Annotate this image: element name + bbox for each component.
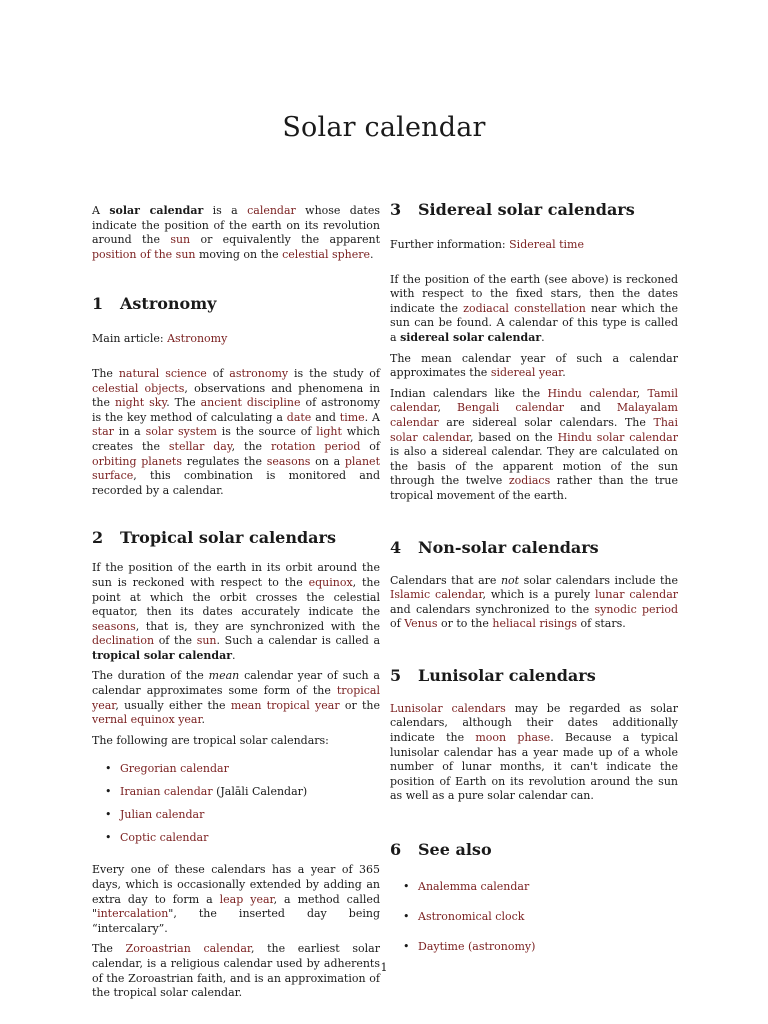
further-information-note: Further information: Sidereal time	[390, 238, 584, 251]
section-heading-tropical: 2 Tropical solar calendars	[92, 528, 336, 548]
link-solar-system[interactable]: solar system	[145, 425, 217, 439]
link-leap-year[interactable]: leap year	[219, 892, 274, 906]
list-item	[92, 808, 380, 822]
link-seasons-2[interactable]: seasons	[92, 619, 136, 633]
link-sun[interactable]: sun	[170, 233, 191, 247]
sidereal-paragraph-3: Indian calendars like the Hindu calendar, Tamil calendar, Bengali calendar and Malayalam calendar are sidereal solar calendars. The Thai solar calendar, based on the Hindu solar calendar is also a sidereal calendar. They are calculated on the basis of the apparent motion of the sun through the twelve zodiacs rather than the true tropical movement of the earth.	[390, 386, 678, 502]
link-date[interactable]: date	[286, 410, 312, 424]
link-sun-2[interactable]: sun	[196, 634, 217, 648]
link-coptic-calendar[interactable]: Coptic calendar	[120, 831, 209, 845]
tropical-paragraph-3: The following are tropical solar calendars:	[92, 733, 329, 747]
link-time[interactable]: time	[339, 410, 365, 424]
link-astronomy[interactable]: astronomy	[229, 366, 289, 380]
link-moon-phase[interactable]: moon phase	[475, 731, 551, 745]
link-islamic-calendar[interactable]: Islamic calendar	[390, 588, 483, 602]
link-mean-tropical-year[interactable]: mean tropical year	[230, 698, 340, 712]
link-malayalam-calendar[interactable]: Malayalam calendar	[390, 401, 678, 429]
link-equinox[interactable]: equinox	[308, 575, 353, 589]
astronomy-paragraph: The natural science of astronomy is the study of celestial objects, observations and phenomena in the night sky. The ancient discipline of astronomy is the key method of calculating a date and time. A star in a solar system is the source of light which creates the stellar day, the rotation period of orbiting planets regulates the seasons on a planet surface, this combination is monitored and recorded by a calendar.	[92, 366, 381, 497]
link-heliacal-risings[interactable]: heliacal risings	[492, 617, 578, 631]
link-analemma-calendar[interactable]: Analemma calendar	[418, 880, 530, 894]
list-item	[390, 940, 678, 954]
link-lunisolar-calendars[interactable]: Lunisolar calendars	[390, 701, 506, 715]
link-tropical-year[interactable]: tropical year	[92, 684, 380, 712]
link-zodiacal-constellation[interactable]: zodiacal constellation	[463, 301, 586, 315]
link-star[interactable]: star	[92, 425, 114, 439]
link-zoroastrian-calendar[interactable]: Zoroastrian calendar	[125, 942, 251, 956]
sidereal-paragraph-2: The mean calendar year of such a calendar approximates the sidereal year.	[390, 351, 678, 380]
intro-paragraph: A solar calendar is a calendar whose dates indicate the position of the earth on its revolution around the sun or equivalently the apparent position of the sun moving on the celestial sphere.	[92, 204, 380, 261]
link-position-of-the-sun[interactable]: position of the sun	[92, 247, 196, 261]
section-heading-sidereal: 3 Sidereal solar calendars	[390, 200, 635, 219]
main-article-note: Main article: Astronomy	[92, 332, 228, 346]
list-item	[390, 880, 678, 894]
section-heading-see-also: 6 See also	[390, 840, 492, 860]
tropical-paragraph-1: If the position of the earth in its orbit around the sun is reckoned with respect to the equinox, the point at which the orbit crosses the celestial equator, then its dates accurately indicate the seasons, that is, they are synchronized with the declination of the sun. Such a calendar is called a tropical solar calendar.	[92, 561, 380, 662]
link-tamil-calendar[interactable]: Tamil calendar	[390, 386, 678, 415]
link-venus[interactable]: Venus	[404, 617, 438, 631]
link-calendar[interactable]: calendar	[247, 204, 296, 217]
link-natural-science[interactable]: natural science	[118, 366, 207, 380]
link-iranian-calendar[interactable]: Iranian calendar	[120, 785, 213, 799]
link-stellar-day[interactable]: stellar day	[168, 439, 232, 453]
sidereal-paragraph-1: If the position of the earth (see above) is reckoned with respect to the fixed stars, then the dates indicate the zodiacal constellation near which the sun can be found. A calendar of this type is called a sidereal solar calendar.	[390, 272, 678, 344]
tropical-calendar-list	[92, 762, 380, 845]
link-daytime-astronomy[interactable]: Daytime (astronomy)	[418, 940, 536, 954]
link-celestial-objects[interactable]: celestial objects	[92, 381, 185, 395]
link-hindu-solar-calendar[interactable]: Hindu solar calendar	[557, 430, 678, 444]
link-ancient-discipline[interactable]: ancient discipline	[200, 396, 301, 410]
link-astronomical-clock[interactable]: Astronomical clock	[418, 910, 525, 924]
link-celestial-sphere[interactable]: celestial sphere	[282, 247, 371, 261]
lunisolar-paragraph: Lunisolar calendars may be regarded as solar calendars, although their dates additionally indicate the moon phase. Because a typical lunisolar calendar has a year made up of a whole number of lunar months, it can't indicate the position of Earth on its revolution around the sun as well as a pure solar calendar can.	[390, 701, 678, 803]
list-item: • Iranian calendar (Jalāli Calendar)	[92, 785, 380, 799]
link-rotation-period[interactable]: rotation period	[270, 439, 361, 453]
page-number: 1	[380, 961, 388, 974]
list-item	[390, 910, 678, 924]
non-solar-paragraph: Calendars that are not solar calendars include the Islamic calendar, which is a purely lunar calendar and calendars synchronized to the synodic period of Venus or to the heliacal risings of stars.	[390, 573, 679, 631]
link-vernal-equinox-year[interactable]: vernal equinox year	[92, 713, 202, 727]
link-hindu-calendar[interactable]: Hindu calendar	[547, 386, 637, 400]
section-heading-non-solar: 4 Non-solar calendars	[390, 537, 599, 557]
section-heading-astronomy: 1 Astronomy	[92, 294, 217, 314]
link-thai-solar-calendar[interactable]: Thai solar calendar	[390, 415, 678, 444]
link-night-sky[interactable]: night sky	[115, 396, 167, 410]
link-sidereal-time[interactable]: Sidereal time	[509, 238, 584, 251]
see-also-list	[390, 880, 678, 954]
link-synodic-period[interactable]: synodic period	[594, 602, 679, 616]
tropical-paragraph-2: The duration of the mean calendar year of such a calendar approximates some form of the tropical year, usually either the mean tropical year or the vernal equinox year.	[92, 669, 380, 727]
link-julian-calendar[interactable]: Julian calendar	[120, 808, 205, 822]
link-declination[interactable]: declination	[92, 634, 155, 648]
list-item	[92, 831, 380, 845]
link-planet-surface[interactable]: planet surface	[92, 454, 380, 483]
list-item	[92, 762, 380, 776]
page-title: Solar calendar	[282, 112, 486, 143]
left-column	[92, 204, 380, 1001]
link-sidereal-year[interactable]: sidereal year	[490, 366, 563, 380]
tropical-paragraph-4: Every one of these calendars has a year of 365 days, which is occasionally extended by adding an extra day to form a leap year, a method called "intercalation", the inserted day being “intercalary”.	[92, 863, 380, 935]
section-heading-lunisolar: 5 Lunisolar calendars	[390, 665, 596, 685]
link-seasons[interactable]: seasons	[266, 454, 311, 468]
link-light[interactable]: light	[316, 425, 342, 439]
link-zodiacs[interactable]: zodiacs	[508, 474, 551, 488]
link-lunar-calendar[interactable]: lunar calendar	[594, 588, 679, 602]
tropical-paragraph-5: The Zoroastrian calendar, the earliest solar calendar, is a religious calendar used by adherents of the Zoroastrian faith, and is an approximation of the tropical solar calendar.	[92, 942, 380, 1000]
link-orbiting-planets[interactable]: orbiting planets	[92, 454, 182, 468]
link-intercalation[interactable]: intercalation	[97, 907, 169, 921]
link-gregorian-calendar[interactable]: Gregorian calendar	[120, 762, 229, 776]
link-bengali-calendar[interactable]: Bengali calendar	[457, 401, 565, 415]
link-astronomy-main[interactable]: Astronomy	[167, 332, 228, 346]
right-column	[390, 200, 678, 954]
